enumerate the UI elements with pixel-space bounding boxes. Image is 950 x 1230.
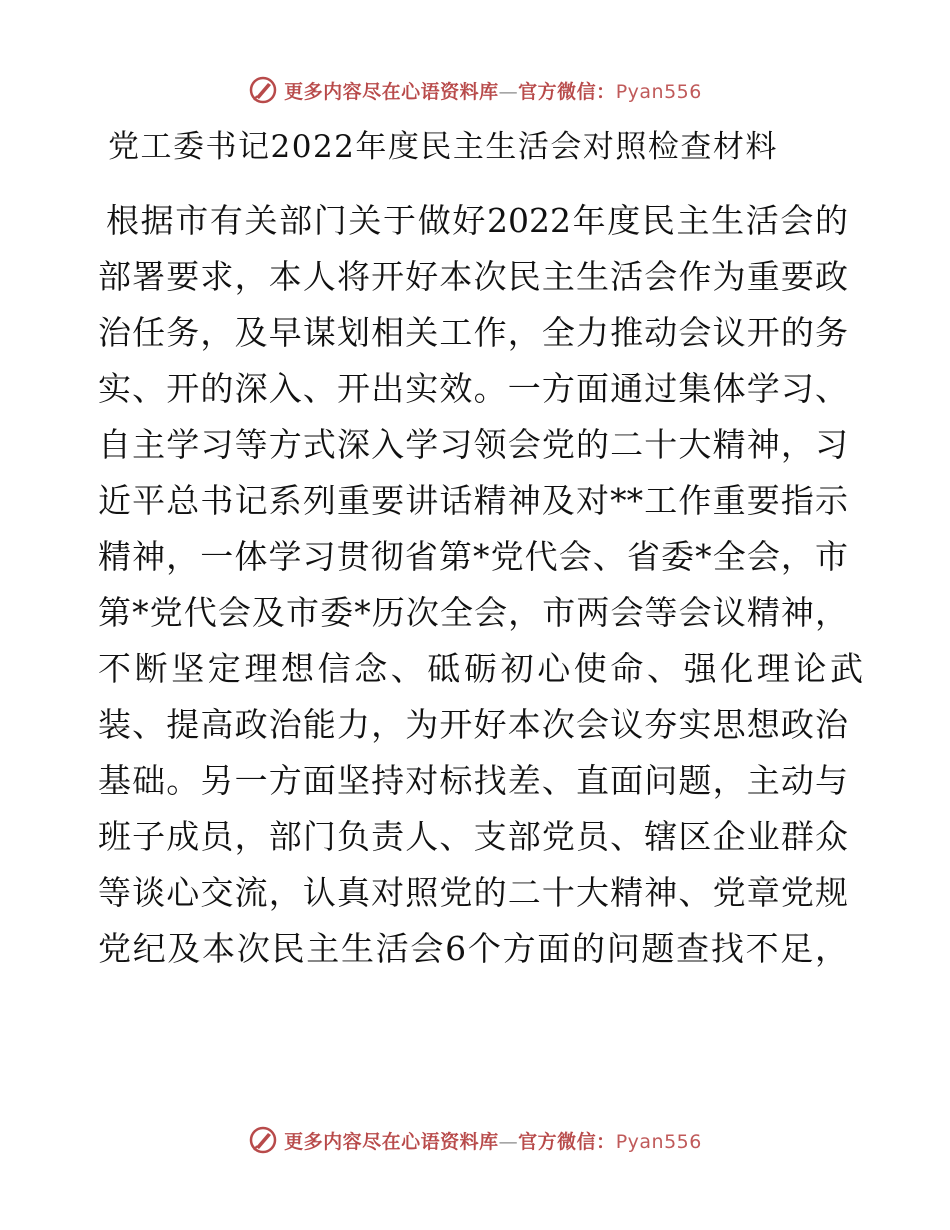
quill-pen-logo-icon <box>248 1125 278 1155</box>
body-line: 精神，一体学习贯彻省第*党代会、省委*全会，市 <box>98 537 848 576</box>
document-title: 党工委书记2022年度民主生活会对照检查材料 <box>108 129 778 165</box>
footer-watermark <box>0 1120 950 1160</box>
body-line: 基础。另一方面坚持对标找差、直面问题，主动与 <box>98 761 848 800</box>
watermark-wechat-label: 官方微信： <box>518 1130 616 1153</box>
body-line: 等谈心交流，认真对照党的二十大精神、党章党规 <box>98 873 848 912</box>
watermark-site-text: 更多内容尽在心语资料库 <box>284 1130 499 1153</box>
watermark-wechat-id: Pyan556 <box>615 80 702 103</box>
body-line: 根据市有关部门关于做好2022年度民主生活会的 <box>106 201 848 240</box>
body-line: 自主学习等方式深入学习领会党的二十大精神，习 <box>98 425 848 464</box>
document-body <box>98 193 867 977</box>
body-line: 第*党代会及市委*历次全会，市两会等会议精神， <box>98 593 848 632</box>
header-watermark <box>0 70 950 110</box>
body-line: 班子成员，部门负责人、支部党员、辖区企业群众 <box>98 817 848 856</box>
quill-pen-logo-icon <box>248 75 278 105</box>
body-line: 装、提高政治能力，为开好本次会议夯实思想政治 <box>98 705 848 744</box>
body-line: 党纪及本次民主生活会6个方面的问题查找不足， <box>98 929 848 968</box>
body-line: 部署要求，本人将开好本次民主生活会作为重要政 <box>98 257 848 296</box>
watermark-separator: — <box>498 80 519 103</box>
body-line: 实、开的深入、开出实效。一方面通过集体学习、 <box>98 369 848 408</box>
watermark-wechat-label: 官方微信： <box>518 80 616 103</box>
body-line: 近平总书记系列重要讲话精神及对**工作重要指示 <box>98 481 848 520</box>
body-line: 不断坚定理想信念、砥砺初心使命、强化理论武 <box>98 649 867 688</box>
body-line: 治任务，及早谋划相关工作，全力推动会议开的务 <box>98 313 848 352</box>
watermark-wechat-id: Pyan556 <box>615 1130 702 1153</box>
watermark-separator: — <box>498 1130 519 1153</box>
watermark-site-text: 更多内容尽在心语资料库 <box>284 80 499 103</box>
